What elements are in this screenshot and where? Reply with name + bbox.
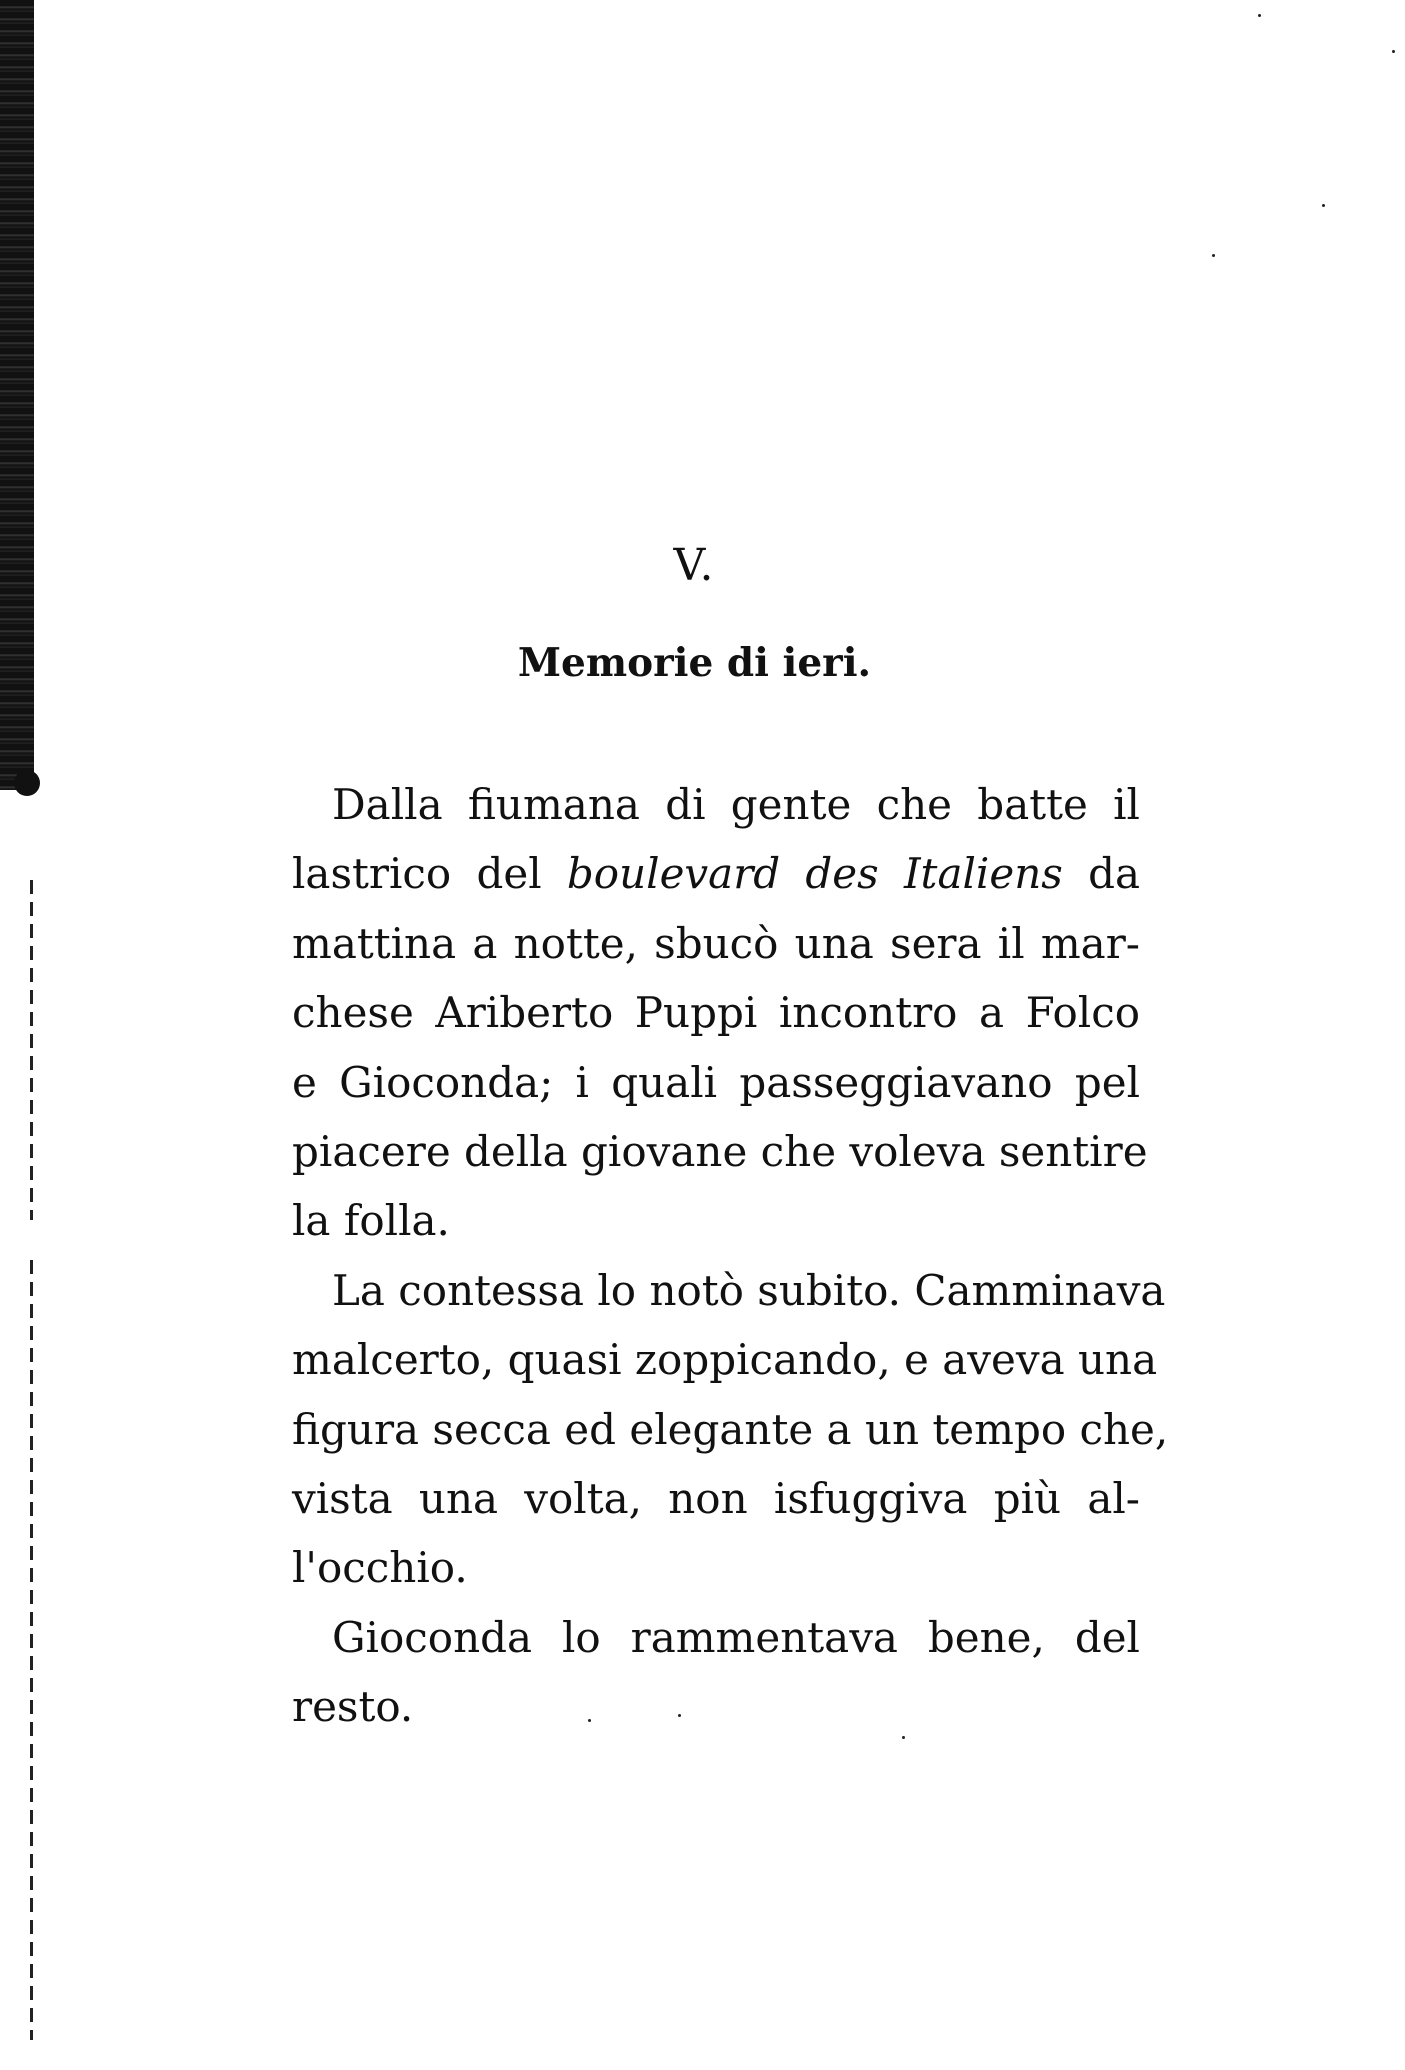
text-line: malcerto, quasi zoppicando, e aveva una — [292, 1335, 1158, 1385]
text-line: chese Ariberto Puppi incontro a Folco — [292, 988, 1140, 1038]
text-line: vista una volta, non isfuggiva più al- — [292, 1474, 1140, 1524]
text-line: Dalla fiumana di gente che batte il — [332, 780, 1140, 829]
binding-dash-lower — [30, 1260, 33, 2040]
text-line: la folla. — [292, 1196, 450, 1246]
text-line: resto. — [292, 1682, 414, 1732]
text-segment: da — [1062, 849, 1140, 899]
paragraph-1 — [252, 770, 1148, 1256]
text-line — [252, 839, 1140, 908]
chapter-number — [0, 540, 1405, 591]
binding-mark — [14, 770, 40, 796]
scan-speck — [1392, 50, 1395, 53]
text-line: La contessa lo notò subito. Camminava — [332, 1265, 1166, 1315]
text-line: figura secca ed elegante a un tempo che, — [292, 1404, 1169, 1454]
binding-dash-upper — [30, 880, 33, 1220]
text-line: e Gioconda; i quali passeggiavano pel — [292, 1057, 1140, 1107]
chapter-title — [0, 640, 1405, 686]
scan-speck — [1212, 254, 1215, 257]
paragraph-2 — [252, 1256, 1169, 1603]
italic-phrase: boulevard des Italiens — [566, 849, 1063, 899]
text-line: Gioconda lo rammentava bene, del — [332, 1612, 1140, 1662]
chapter-number-text: V. — [673, 540, 716, 591]
scan-speck — [1322, 204, 1325, 207]
chapter-title-text: Memorie di ieri. — [517, 640, 872, 686]
text-line: piacere della giovane che voleva sentire — [292, 1127, 1148, 1177]
text-line: mattina a notte, sbucò una sera il mar- — [292, 918, 1140, 968]
body-text — [252, 770, 1169, 1742]
text-segment: lastrico del — [292, 849, 567, 899]
scan-speck — [1258, 14, 1261, 17]
text-line: l'occhio. — [292, 1543, 468, 1593]
paragraph-3 — [252, 1603, 1140, 1742]
